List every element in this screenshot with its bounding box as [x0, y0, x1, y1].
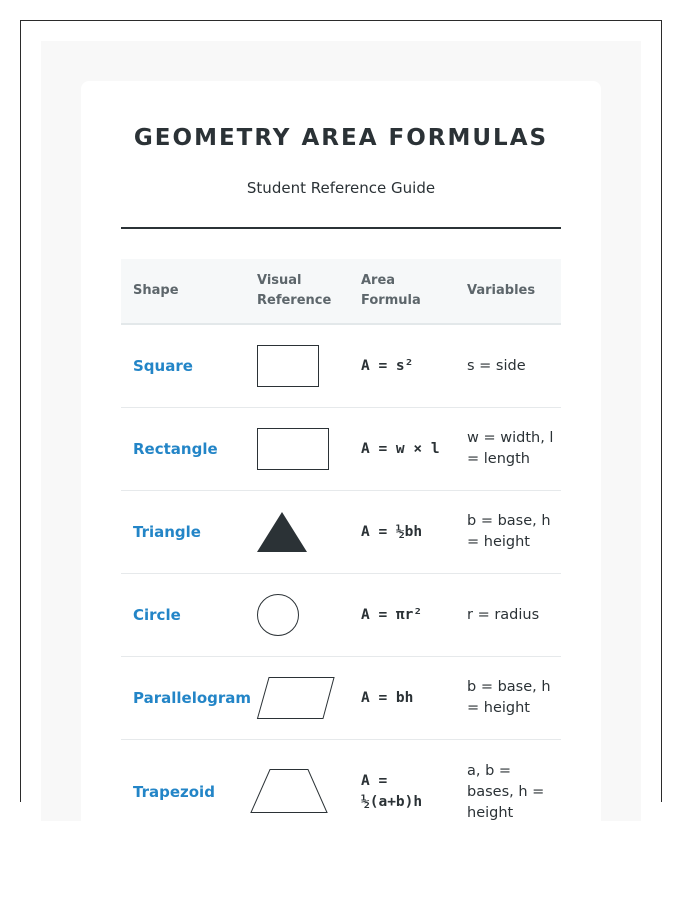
triangle-shape-icon: [257, 512, 307, 552]
reference-card: [81, 81, 601, 841]
area-formula: A = ½(a+b)h: [361, 773, 423, 810]
area-formula: A = s²: [361, 357, 414, 374]
page-frame: [20, 20, 662, 821]
variables-text: b = base, h = height: [467, 513, 551, 550]
variables-text: a, b = bases, h = height: [467, 762, 545, 821]
variables-text: r = radius: [467, 606, 540, 623]
square-shape-icon: [257, 345, 319, 387]
shape-name: Trapezoid: [133, 783, 215, 801]
table-row: [121, 325, 561, 408]
variables-text: s = side: [467, 357, 526, 374]
shape-name: Square: [133, 357, 193, 375]
page-title: GEOMETRY AREA FORMULAS: [133, 125, 549, 151]
visual-cell: [257, 491, 353, 573]
title-divider: [121, 227, 561, 229]
visual-cell: [257, 740, 353, 844]
table-row: [121, 408, 561, 491]
circle-shape-icon: [257, 594, 299, 636]
table-header: [121, 259, 561, 325]
table-row: [121, 740, 561, 850]
formula-table: [121, 259, 561, 850]
rectangle-shape-icon: [257, 428, 329, 470]
variables-text: b = base, h = height: [467, 679, 551, 716]
trapezoid-shape-icon: [257, 769, 337, 813]
area-formula: A = ½bh: [361, 523, 423, 540]
visual-cell: [257, 408, 353, 490]
shape-name: Parallelogram: [133, 689, 252, 707]
variables-text: w = width, l = length: [467, 430, 554, 467]
table-row: [121, 574, 561, 657]
shape-name: Triangle: [133, 523, 201, 541]
column-header-shape: Shape: [133, 283, 179, 298]
shape-name: Circle: [133, 606, 181, 624]
area-formula: A = πr²: [361, 606, 423, 623]
outer-panel: [41, 41, 641, 821]
table-row: [121, 491, 561, 574]
column-header-formula: Area Formula: [361, 273, 421, 308]
table-row: [121, 657, 561, 740]
area-formula: A = bh: [361, 689, 414, 706]
page-subtitle: Student Reference Guide: [246, 179, 436, 197]
visual-cell: [257, 574, 353, 656]
column-header-variables: Variables: [467, 283, 536, 298]
visual-cell: [257, 325, 353, 407]
area-formula: A = w × l: [361, 440, 440, 457]
column-header-visual: Visual Reference: [257, 273, 332, 308]
shape-name: Rectangle: [133, 440, 218, 458]
parallelogram-shape-icon: [257, 677, 335, 719]
visual-cell: [257, 657, 353, 739]
